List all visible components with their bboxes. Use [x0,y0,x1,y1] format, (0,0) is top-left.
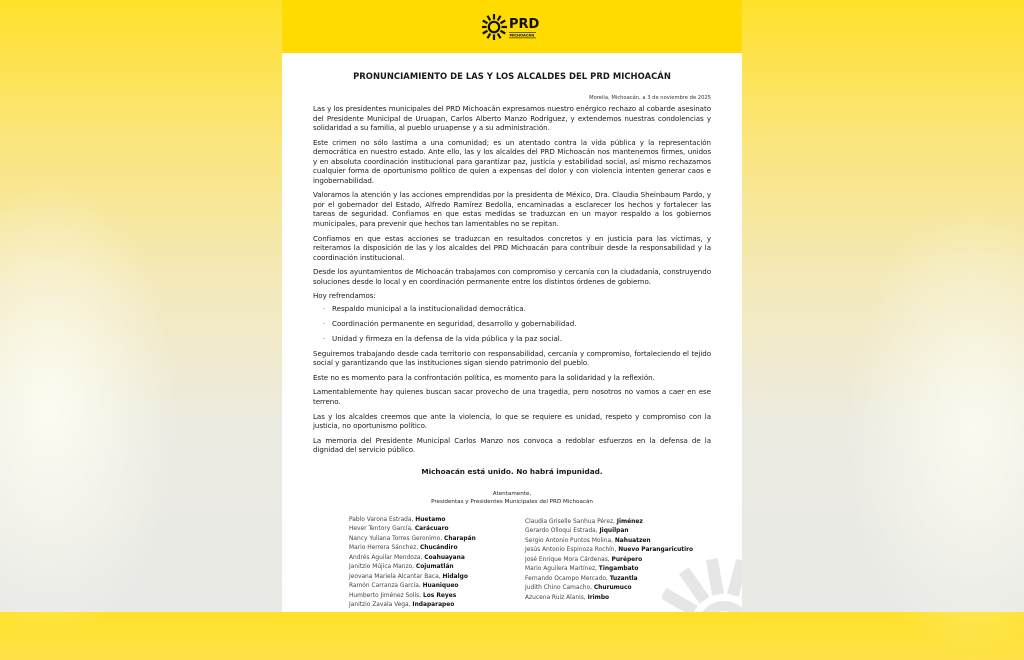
signer-row [349,592,476,602]
signer-name: Jeovana Mariela Alcantar Baca, [349,573,443,580]
list-item: · Unidad y firmeza en la defensa de la vida pública y la paz social. [323,334,711,344]
document-title: PRONUNCIAMIENTO DE LAS Y LOS ALCALDES DEL PRD MICHOACÁN [353,71,671,81]
paragraph: Desde los ayuntamientos de Michoacán trabajamos con compromiso y cercanía con la ciudadanía, construyendo soluciones desde lo local y en coordinación permanente entre los distintos órdenes de gobierno. [313,267,711,286]
signer-municipality: Huaniqueo [422,583,459,590]
paragraph: Valoramos la atención y las acciones emprendidas por la presidenta de México, Dra. Claudia Sheinbaum Pardo, y por el gobernador del Estado, Alfredo Ramírez Bedolla, encaminadas a esclarecer los hechos y fortalecer las tareas de seguridad. Confiamos en que estas medidas se traduzcan en un mayor respaldo a los gobiernos municipales, para prevenir que hechos tan lamentables no se repitan. [313,190,711,229]
list-item: · Respaldo municipal a la institucionalidad democrática. [323,304,711,314]
list-item: · Coordinación permanente en seguridad, desarrollo y gobernabilidad. [323,319,711,329]
signer-municipality: Carácuaro [414,526,449,533]
paragraph: Este crimen no sólo lastima a una comunidad; es un atentado contra la vida pública y la representación democrática en nuestro estado. Ante ello, las y los alcaldes del PRD Michoacán nos mantenemos firmes, unidos y en absoluta coordinación institucional para garantizar paz, justicia y estabilidad social, así mismo rechazamos cualquier forma de oportunismo político de quien a expensas del dolor y con violencia intenten generar caos e ingobernabilidad. [313,137,711,185]
document-content [313,53,711,612]
signer-municipality: Cojumatlán [415,564,454,571]
signer-name: Ramón Carranza García, [349,583,423,590]
logo-text: PRD [509,17,540,32]
signer-name: Gerardo Olloqui Estrada, [525,528,600,535]
signer-row [349,563,476,573]
paragraph: Las y los alcaldes creemos que ante la violencia, lo que se requiere es unidad, respeto y compromiso con la justicia, no oportunismo político. [313,411,711,431]
signer-municipality: Los Reyes [422,592,457,599]
background-glow-right [844,200,1024,660]
sun-watermark-icon [662,540,742,612]
signer-row [349,601,476,611]
signer-municipality: Hidalgo [442,573,468,580]
signer-row [349,573,476,583]
signer-municipality: Indaparapeo [412,602,455,609]
signer-name: Jesús Antonio Espinoza Rochín, [525,547,619,554]
signers-list [313,516,711,612]
signer-row [349,554,476,564]
paragraph: Confiamos en que estas acciones se traduzcan en resultados concretos y en justicia para las víctimas, y reiteramos la disposición de las y los alcaldes del PRD Michoacán para contribuir desde la responsabilidad y la coordinación institucional. [313,233,711,262]
paragraph: Lamentablemente hay quienes buscan sacar provecho de una tragedia, pero nosotros no vamos a caer en ese terreno. [313,387,711,407]
signer-name: Azucena Ruiz Alanis, [525,594,588,601]
signer-municipality: Chucándiro [419,545,458,552]
signer-municipality: Churumuco [593,585,632,592]
signer-municipality: Charapán [444,535,476,542]
signer-municipality: Tingambato [598,566,639,573]
paragraph-intro-list: Hoy refrendamos: [313,291,376,301]
regards-signature: Presidentas y Presidentes Municipales del PRD Michoacán [431,498,593,505]
regards-block [313,490,711,506]
signer-row [349,535,476,545]
closing-statement: Michoacán está unido. No habrá impunidad. [421,466,603,476]
paragraph: Las y los presidentes municipales del PRD Michoacán expresamos nuestro enérgico rechazo al cobarde asesinato del Presidente Municipal de Uruapan, Carlos Alberto Manzo Rodríguez, y extendemos nuestras condolencias y solidaridad a su familia, al pueblo uruapense y a su administración. [313,104,711,133]
paragraph: La memoria del Presidente Municipal Carlos Manzo nos convoca a redoblar esfuerzos en la defensa de la dignidad del servicio público. [313,435,711,455]
signer-row [349,525,476,535]
signer-municipality: Tuzantla [609,575,638,582]
signers-column-left [349,516,476,611]
signer-name: Judith Chino Camacho, [525,585,594,592]
signer-name: Andrés Aguilar Mendoza, [349,554,425,561]
prd-sun-logo-icon [482,12,542,44]
signer-row [349,582,476,592]
signer-municipality: Coahuayana [424,554,465,561]
signer-municipality: Nuevo Parangaricutiro [618,547,694,554]
signer-municipality: Nahuatzen [614,537,651,544]
document-date: Morelia, Michoacán, a 3 de noviembre de 2025 [589,95,711,101]
signer-row [349,516,476,526]
signer-municipality: Jiquilpan [599,528,629,535]
commitments-list [323,304,711,344]
signer-name: Pablo Varona Estrada, [349,516,416,523]
signer-municipality: Jiménez [616,518,643,525]
paragraph: Este no es momento para la confrontación política, es momento para la solidaridad y la reflexión. [313,372,655,382]
signer-name: Hever Tentory García, [349,526,415,533]
signer-name: Mario Herrera Sánchez, [349,545,420,552]
background-glow-left [0,180,180,640]
signer-name: José Enrique Mora Cárdenas, [525,556,612,563]
signer-name: Janitzio Mújica Manzo, [349,564,416,571]
signer-row [525,518,693,528]
document-page [282,0,742,612]
signer-municipality: Purépero [611,556,643,563]
signer-name: Nancy Yuliana Torres Geronimo, [349,535,445,542]
signer-municipality: Irimbo [587,594,610,601]
document-header [282,0,742,53]
signer-name: Fernando Ocampo Mercado, [525,575,610,582]
signer-row [349,544,476,554]
signer-name: Sergio Antonio Puntos Molina, [525,537,615,544]
prd-logo [482,12,542,44]
paragraph: Seguiremos trabajando desde cada territorio con responsabilidad, cercanía y compromiso, fortaleciendo el tejido social y garantizando que las instituciones sigan siendo patrimonio del pueblo. [313,348,711,368]
signer-row [525,527,693,537]
signer-name: Mario Aguilera Martínez, [525,566,599,573]
signer-municipality: Huetamo [415,516,446,523]
signer-name: Janitzio Zavala Vega, [349,602,413,609]
logo-subtext: MICHOACÁN [509,33,535,38]
signer-name: Humberto Jiménez Solís, [349,592,423,599]
regards-line: Atentamente, [492,490,532,497]
signer-name: Claudia Griselle Sanhua Pérez, [525,518,617,525]
